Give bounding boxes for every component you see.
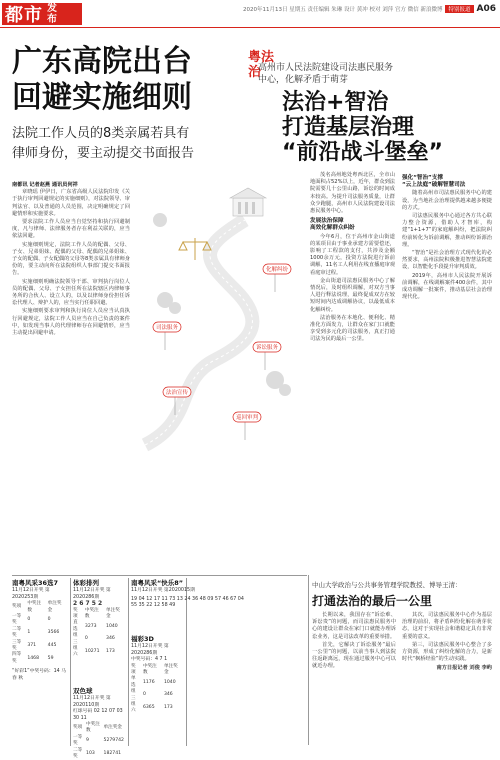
lottery-title: 福彩3D bbox=[131, 635, 154, 643]
column-divider bbox=[70, 578, 71, 746]
page-number: A06 bbox=[476, 4, 496, 14]
story3-para: 第三，司法惠民服务中心整合了多方资源，形成了纠纷化解的合力，是新时代“枫桥经验”的生动实践。 bbox=[402, 641, 492, 663]
table-cell: 一等奖 bbox=[73, 734, 83, 747]
story2-para: 今年6月，位于高州市金山街道的某项目由于事业承建方需要偿还，影响了工程款的支付，共涉及金额1000余万元，投资方法院进行诉前调解，11名工人利用在线直播庭审观看庭审过程。 bbox=[310, 233, 395, 276]
table-row bbox=[12, 614, 68, 627]
table-cell: 中奖注数 bbox=[142, 663, 157, 676]
table-cell: 二等奖 bbox=[12, 626, 22, 639]
lottery-numbers: 2 6 7 5 2 bbox=[73, 600, 103, 608]
sign-3-label: 诉讼服务 bbox=[256, 345, 279, 351]
table-row bbox=[73, 748, 127, 760]
lottery-box-kuaile8 bbox=[131, 580, 251, 610]
column-divider bbox=[308, 575, 309, 745]
table-cell: 单注奖金 bbox=[106, 607, 120, 620]
subtitle-line1: 法院工作人员的8类亲属若具有 bbox=[12, 126, 190, 141]
table-cell: 0 bbox=[47, 617, 51, 623]
headline-right-line1: 法治+智治 bbox=[282, 90, 389, 115]
section-badge: 特别报道 bbox=[445, 5, 473, 13]
table-cell: 奖项 bbox=[131, 663, 136, 676]
table-cell: 中奖注数 bbox=[27, 601, 42, 613]
lottery-box-pailie bbox=[73, 580, 127, 659]
table-cell: 1176 bbox=[142, 679, 155, 685]
headline-right bbox=[282, 90, 443, 165]
masthead-rule bbox=[0, 27, 500, 28]
table-cell: 直选 bbox=[73, 620, 78, 632]
table-cell: 3566 bbox=[47, 630, 60, 636]
table-row bbox=[73, 735, 127, 748]
lottery-title: 南粤风采36选7 bbox=[12, 579, 59, 587]
story2-column-middle bbox=[310, 172, 395, 345]
table-row bbox=[12, 640, 68, 653]
table-row bbox=[12, 601, 68, 614]
headline-right-line2: 打造基层治理 bbox=[282, 115, 415, 140]
table-row bbox=[73, 646, 127, 659]
story1-para: 实施细则要求审判和执行岗位人员应当认真执行回避规定，法院工作人员应当在自己负责的案件中，如发现当事人的代理律师存在回避情形，应当主动提出回避申请。 bbox=[12, 308, 130, 337]
lottery-issue: 11月12日开奖 第2020015期 bbox=[131, 588, 195, 594]
kicker-line1: 高州市人民法院建设司法惠民服务 bbox=[258, 63, 394, 73]
story2-section-title bbox=[310, 218, 395, 232]
story2-right-para: 司法惠民服务中心通过各方共心联力整合资源，借助人才智库，构建“1+1+7”的家庭解纠纷，把法院纠纷前转化为诉前调解，推动纠纷诉源治理。 bbox=[402, 213, 492, 248]
lottery-title: 南粤风采“快乐8” bbox=[131, 579, 184, 587]
table-row bbox=[131, 676, 185, 689]
story1-para: 实施细则规定，法院工作人员的配偶、父母、子女、兄弟姐妹、配偶的父母、配偶的兄弟姐妹、子女的配偶、子女配偶的父母等8类亲属具有律师身份的，要主动向所在法院组织人事部门提交书面报告。 bbox=[12, 241, 130, 277]
story2-intro: 茂名高州地处粤西北区，全市山地面积占52%以上，近年，群众到法院需要几十公里山路，诉讼的时间成本较高。为提升司法服务质量，让群众少跑腿，高州市人民法院建设司法惠民服务中心。 bbox=[310, 172, 395, 215]
lottery-issue: 11月12日开奖 第2020286期 bbox=[131, 644, 169, 656]
table-cell: 组六 bbox=[73, 646, 78, 658]
story2-para: 法治服务在本地化、便利化、精准化方面发力，让群众在家门口就能享受到多元化的司法服务，真正打通司法为民的最后一公里。 bbox=[310, 314, 395, 343]
lottery-table bbox=[131, 664, 185, 715]
story3-column-a bbox=[312, 612, 396, 742]
lottery-numbers: 红球号码 02 12 07 03 30 11 bbox=[73, 709, 123, 721]
section-logo bbox=[2, 3, 82, 25]
table-cell: 1040 bbox=[163, 679, 176, 685]
sign-2-label: 司法服务 bbox=[156, 325, 179, 331]
lottery-table bbox=[73, 608, 127, 659]
lottery-issue: 11月12日开奖 第2020253期 bbox=[12, 588, 50, 600]
sign-5 bbox=[233, 412, 261, 440]
table-row bbox=[73, 620, 127, 633]
headline-left-line1: 广东高院出台 bbox=[12, 44, 192, 79]
lottery-issue: 11月12日开奖 第2020286期 bbox=[73, 588, 111, 600]
story3-para: 长期以来，我国存在“诉讼难、诉讼贵”的问题，而司法惠民服务中心的建设让群众在家门口就能办理诉讼业务，这是司法改革的重要举措。 bbox=[312, 612, 396, 640]
right-title-line1: 强化“智治”支撑 bbox=[402, 175, 443, 181]
table-cell: 单选 bbox=[131, 676, 136, 688]
table-row bbox=[12, 652, 68, 665]
story2-right-para: 随着高州市司法惠民服务中心的建设，为当地社会治理提供越来越多便捷的方式。 bbox=[402, 190, 492, 211]
section-subtitle: 发布 bbox=[47, 3, 57, 25]
kicker-line2: 中心，化解矛盾于萌芽 bbox=[258, 75, 349, 85]
section-title-line2: 高效化解群众纠纷 bbox=[310, 225, 355, 232]
column-divider bbox=[128, 578, 129, 746]
story2-column-right bbox=[402, 172, 492, 302]
story2-right-para: 2019年，高州市人民法院开展诉前调解，在线调解案件400余件，其中成功调解一批案件，推动基层社会治理现代化。 bbox=[402, 272, 492, 301]
lottery-numbers: 19 04 12 17 11 73 13 24 36 48 09 57 46 67 04 55 35 22 12 58 49 bbox=[131, 596, 244, 609]
table-cell: 组三 bbox=[131, 689, 136, 701]
lottery-issue: 11月12日开奖 第2020110期 bbox=[73, 696, 111, 708]
table-cell: 中奖注数 bbox=[84, 607, 99, 620]
story2-para: 金山街道司法惠民服务中心了解情况后，及时组织调解，对双方当事人进行释法说理，最终促成双方在较短时间内达成调解协议，以最低成本化解纠纷。 bbox=[310, 277, 395, 313]
table-cell: 三等奖 bbox=[12, 639, 22, 652]
table-cell: 一等奖 bbox=[12, 614, 22, 626]
lottery-note: “好彩1”中奖号码：14 马 春 秋 bbox=[12, 669, 67, 681]
subtitle-line2: 律师身份，要主动提交书面报告 bbox=[12, 146, 195, 161]
sign-5-label: 巡回审判 bbox=[236, 415, 259, 421]
lottery-box-3d bbox=[131, 636, 185, 715]
table-cell: 组六 bbox=[131, 702, 136, 714]
sign-1-label: 化解纠纷 bbox=[266, 267, 289, 273]
table-cell: 3273 bbox=[84, 623, 97, 629]
story3-para: 首先，它解决了诉讼服务“最后一公里”的问题，以前当事人到法院往返距离远，现在通过服务中心可以就近办理。 bbox=[312, 641, 396, 670]
story2-right-section-title bbox=[402, 175, 492, 189]
courthouse-icon bbox=[230, 188, 266, 216]
table-cell: 奖项 bbox=[73, 725, 83, 731]
column-tag: 粤法治 bbox=[248, 50, 275, 80]
table-row bbox=[12, 627, 68, 640]
section-title: 都市 bbox=[5, 5, 43, 26]
right-title-line2: “云上法庭”破解智慧司法 bbox=[402, 182, 466, 189]
story1-byline: 南都讯 记者赵燕 通讯员何祥 bbox=[12, 182, 78, 188]
table-cell: 182741 bbox=[103, 750, 122, 756]
table-row bbox=[131, 664, 185, 677]
story1-column bbox=[12, 182, 130, 338]
table-cell: 9 bbox=[86, 738, 89, 744]
table-cell: 5279742 bbox=[103, 738, 124, 744]
story3-column-b bbox=[402, 612, 492, 742]
table-cell: 1040 bbox=[106, 623, 118, 629]
table-cell: 59 bbox=[47, 655, 54, 661]
courthouse-road-illustration bbox=[135, 180, 305, 450]
table-row bbox=[73, 722, 127, 735]
table-cell: 173 bbox=[163, 705, 173, 711]
story2-right-para: “智治”是社会治理方式现代化的必然要求，高州法院积极推进智慧法院建设，以智能化手段提升审判质效。 bbox=[402, 250, 492, 271]
table-cell: 346 bbox=[163, 692, 173, 698]
table-cell: 1468 bbox=[27, 655, 40, 661]
story3-para: 其次，司法惠民服务中心作为基层治理的前沿，将矛盾纠纷化解在萌芽状态，这对于实现社会和谐稳定具有非常重要的意义。 bbox=[402, 612, 492, 640]
lottery-title: 体彩排列 bbox=[73, 579, 99, 587]
table-cell: 6365 bbox=[142, 705, 155, 711]
lottery-numbers: 中奖号码：4 7 1 bbox=[131, 657, 168, 663]
masthead bbox=[0, 0, 500, 28]
table-cell: 103 bbox=[86, 750, 95, 756]
table-cell: 173 bbox=[106, 649, 115, 655]
table-cell: 四等奖 bbox=[12, 652, 22, 664]
table-row bbox=[73, 633, 127, 646]
table-cell: 单注奖金 bbox=[47, 601, 62, 613]
lottery-box-shuangseqiu bbox=[73, 688, 127, 760]
story3-credit: 南方日报记者 刘俊 李屿 bbox=[436, 665, 492, 672]
table-cell: 0 bbox=[142, 692, 146, 698]
story1-para: 要求法院工作人员应当自觉坚持和执行回避制度，凡与律师、法律服务者存在利益关联的，应当依法回避。 bbox=[12, 219, 130, 240]
table-cell: 组三 bbox=[73, 633, 78, 645]
headline-left bbox=[12, 44, 192, 116]
headline-left-line2: 回避实施细则 bbox=[12, 80, 192, 115]
headline-left-subtitle bbox=[12, 124, 272, 164]
table-cell: 445 bbox=[47, 642, 57, 648]
story3-kicker: 中山大学政治与公共事务管理学院教授、博导王清： bbox=[312, 581, 462, 589]
story1-para: 实施细则明确法院领导干部、审判执行岗位人员的配偶、父母、子女担任所在法院辖区内律师事务所的合伙人、设立人的，以及以律师身份担任诉讼代理人、辩护人的，应当实行任职回避。 bbox=[12, 278, 130, 307]
table-cell: 0 bbox=[27, 617, 31, 623]
table-cell: 奖项 bbox=[73, 607, 78, 620]
story1-para: 章晓瑶 伊伊日，广东省高级人民法院印发《关于执行审判回避规定的实施细则》，对法院领导、审判法官、以及普通的人员范围，决定明确规定了回避情形和实施要求。 bbox=[12, 189, 130, 217]
table-cell: 1 bbox=[27, 630, 31, 636]
lottery-title: 双色球 bbox=[73, 687, 93, 695]
lottery-table bbox=[73, 722, 127, 760]
table-cell: 单注奖金 bbox=[103, 725, 122, 731]
table-row bbox=[131, 702, 185, 715]
table-cell: 10271 bbox=[84, 649, 100, 655]
story3-title: 打通法治的最后一公里 bbox=[312, 594, 433, 608]
masthead-meta: 2020年11月13日 星期五 责任编辑 朱琳 设计 黄冲 校对 刘萍 官方 微信 新浪微博 bbox=[243, 7, 443, 13]
headline-right-line3: “前沿战斗堡垒” bbox=[282, 140, 443, 165]
lottery-table bbox=[12, 601, 68, 665]
table-cell: 中奖注数 bbox=[86, 722, 100, 734]
section-divider bbox=[12, 575, 307, 576]
sign-2 bbox=[153, 322, 181, 350]
lottery-box-36x7 bbox=[12, 580, 68, 682]
masthead-info bbox=[243, 4, 496, 14]
sign-1 bbox=[263, 264, 291, 292]
table-cell: 奖项 bbox=[12, 604, 22, 610]
table-cell: 371 bbox=[27, 642, 37, 648]
section-title-line1: 发展法治保障 bbox=[310, 218, 344, 225]
table-cell: 0 bbox=[84, 636, 88, 642]
table-cell: 二等奖 bbox=[73, 747, 83, 760]
sign-3 bbox=[253, 342, 281, 370]
table-cell: 单注奖金 bbox=[163, 663, 178, 676]
sign-4-label: 法治宣传 bbox=[166, 390, 189, 396]
table-cell: 346 bbox=[106, 636, 115, 642]
headline-right-kicker bbox=[258, 62, 488, 86]
table-row bbox=[73, 608, 127, 621]
table-row bbox=[131, 689, 185, 702]
